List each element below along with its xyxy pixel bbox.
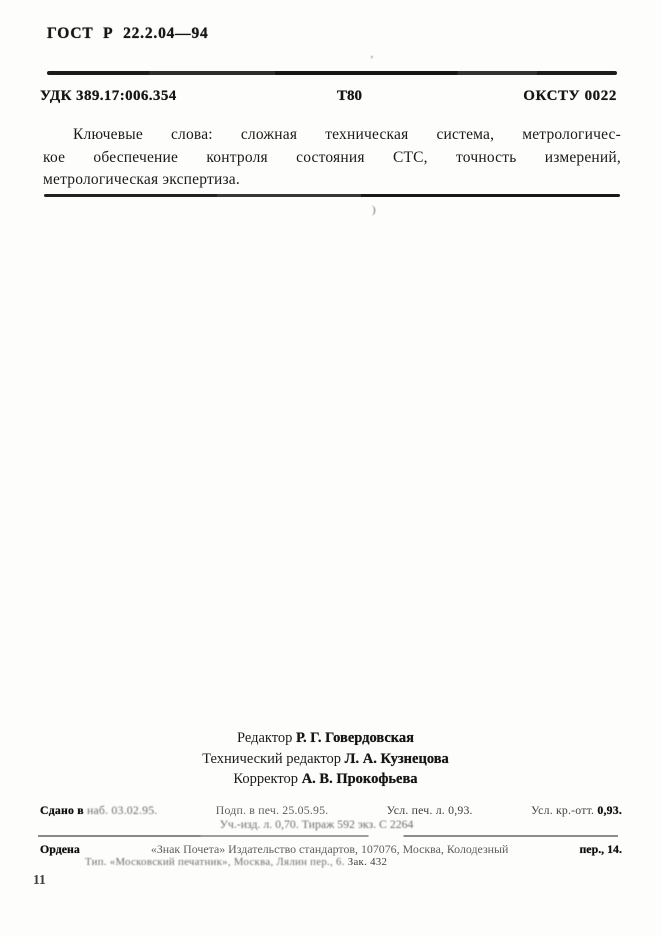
scan-artifact: ’ [370, 54, 374, 66]
page-number: 11 [33, 872, 46, 887]
credit-role: Корректор [233, 771, 299, 787]
publisher-line-2 [85, 856, 485, 868]
print-shop-address: Тип. «Московский печатник», Москва, Лялин пер., 6. [85, 856, 345, 868]
okstu-code: ОКСТУ 0022 [523, 88, 617, 104]
technical-editor-credit [0, 749, 656, 770]
classification-row [0, 88, 661, 108]
imprint-ink-label: Усл. кр.-отт. [531, 803, 595, 817]
credit-role: Редактор [236, 730, 293, 746]
staff-credits [0, 728, 656, 790]
scan-artifact: ) [372, 204, 376, 216]
imprint-ink-value: 0,93. [597, 803, 622, 817]
keywords-line: кое обеспечение контроля состояния СТС, точность измерений, [43, 148, 621, 166]
top-horizontal-rule [47, 71, 617, 75]
keywords-line: метрологическая экспертиза. [43, 171, 240, 188]
proofreader-credit [0, 769, 656, 790]
imprint-signed-to-print: Подп. в печ. 25.05.95. [215, 803, 329, 817]
section-horizontal-rule [44, 194, 620, 197]
document-group-code: Т80 [337, 88, 363, 104]
publisher-street: пер., 14. [579, 842, 622, 856]
imprint-submitted-label: Сдано в [40, 803, 84, 817]
publisher-line-1 [40, 842, 622, 857]
editor-credit [0, 728, 656, 749]
imprint-conditional-sheets: Усл. печ. л. 0,93. [386, 803, 473, 817]
publisher-address: «Знак Почета» Издательство стандартов, 107076, Москва, Колодезный [150, 842, 509, 856]
imprint-submitted-value: наб. 03.02.95. [86, 803, 158, 817]
imprint-line-2: Уч.-изд. л. 0,70. Тираж 592 экз. С 2264 [219, 817, 414, 831]
credit-name: Л. А. Кузнецова [344, 750, 449, 767]
credit-name: Р. Г. Говердовская [296, 730, 415, 746]
keywords-paragraph [43, 124, 621, 192]
credit-role: Технический редактор [202, 750, 342, 767]
publisher-horizontal-rule [38, 835, 618, 837]
imprint-ink-offprints [531, 803, 622, 818]
imprint-submitted [40, 803, 157, 818]
standard-designation: ГОСТ Р 22.2.04—94 [47, 25, 209, 42]
print-order-number: Зак. 432 [347, 856, 388, 868]
publisher-order-label: Ордена [40, 842, 80, 856]
imprint-line-1 [40, 803, 622, 818]
udk-number: УДК 389.17:006.354 [40, 88, 177, 104]
keywords-line: Ключевые слова: сложная техническая система, метрологичес- [73, 126, 621, 143]
credit-name: А. В. Прокофьева [301, 771, 418, 787]
